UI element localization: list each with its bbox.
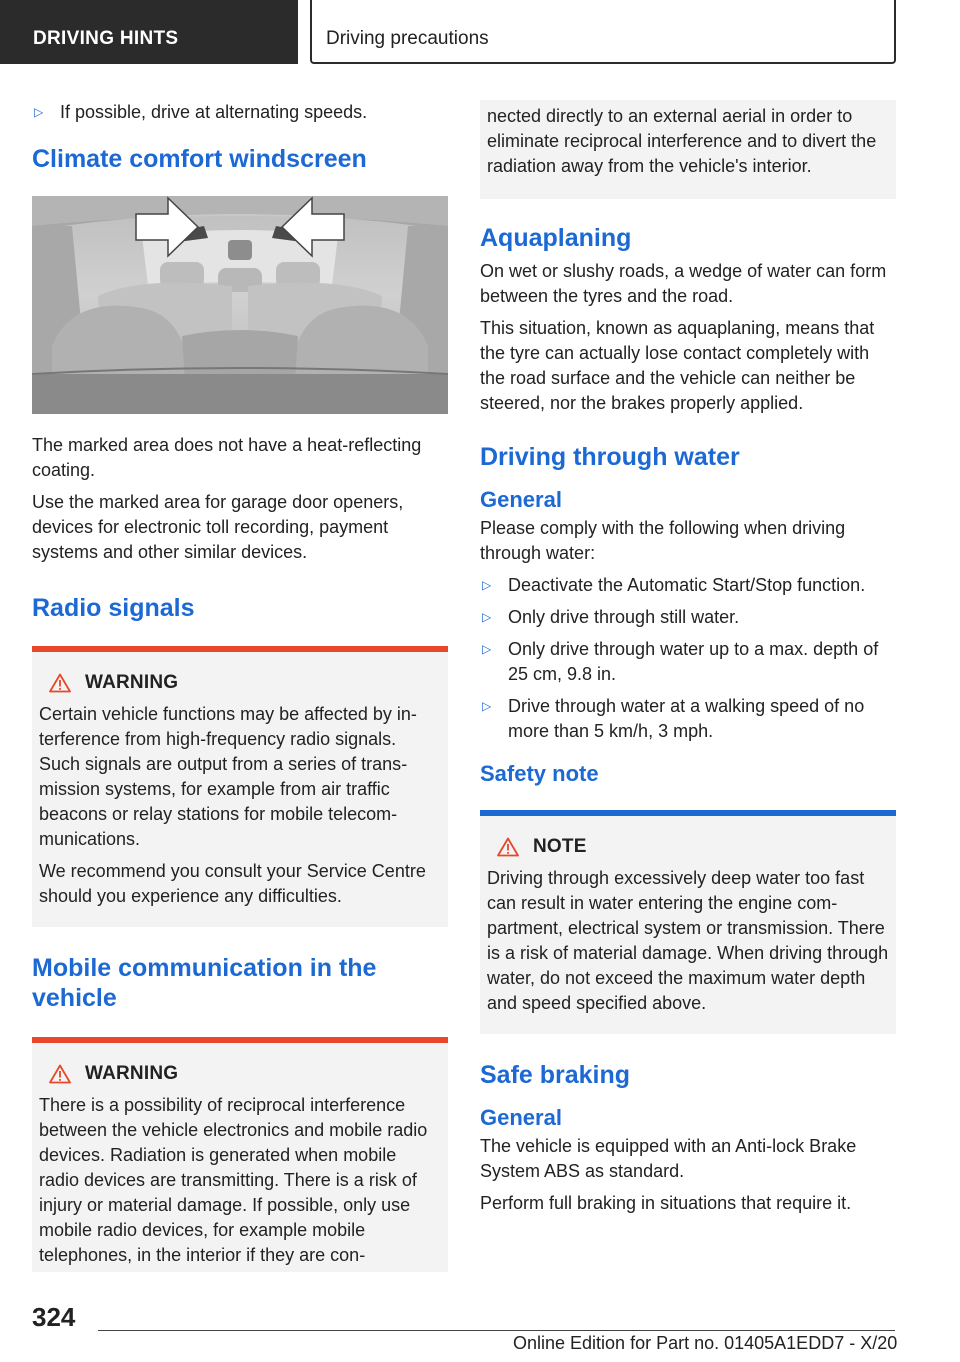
- paragraph: The vehicle is equipped with an Anti-lock Brake System ABS as standard.: [480, 1136, 857, 1181]
- chapter-title: Driving precautions: [326, 28, 489, 49]
- footer-divider: [98, 1330, 895, 1331]
- bullet-triangle-icon: ▷: [482, 610, 492, 624]
- paragraph: There is a possibility of reciprocal interference between the vehicle electronics and mobile radio devices. Radiation is generated when mobile radio devices are transmitting. There is a risk of injury or material damage. If possible, only use mobile radio devices, for example mobile telephones, in the interior if they are con-: [39, 1095, 428, 1265]
- footer-edition: Online Edition for Part no. 01405A1EDD7 - X/20: [513, 1333, 898, 1353]
- note-box-water: [480, 810, 896, 1034]
- heading-radio-signals: Radio signals: [32, 594, 195, 622]
- heading-driving-through-water: Driving through water: [480, 443, 740, 471]
- warning-title: WARNING: [85, 672, 179, 693]
- list-item: ▷ Deactivate the Automatic Start/Stop function.: [480, 573, 896, 598]
- bullet-triangle-icon: ▷: [482, 699, 492, 713]
- heading-safety-note: Safety note: [480, 761, 599, 786]
- subheading-general: General: [480, 487, 562, 512]
- paragraph: Driving through excessively deep water too fast can result in water entering the engine compartment, electrical system or transmission. There is a risk of material damage. When driving through water, do not exceed the maximum water depth and speed specified above.: [487, 868, 889, 1013]
- warning-box-continued: [480, 100, 896, 199]
- warning-box-radio: [32, 646, 448, 927]
- paragraph: The marked area does not have a heat-reflecting coating.: [32, 435, 422, 480]
- paragraph: This situation, known as aquaplaning, means that the tyre can actually lose contact completely with the road surface and the vehicle can neither be steered, nor the brakes properly applied.: [480, 318, 875, 413]
- chapter-tab: [310, 0, 896, 64]
- heading-climate-windscreen: Climate comfort windscreen: [32, 145, 367, 173]
- paragraph: We recommend you consult your Service Centre should you experience any difficulties.: [39, 861, 426, 906]
- note-triangle-icon: [497, 837, 519, 857]
- heading-aquaplaning: Aquaplaning: [480, 224, 632, 252]
- list-item: ▷ Only drive through still water.: [480, 605, 896, 630]
- paragraph: On wet or slushy roads, a wedge of water can form between the tyres and the road.: [480, 261, 887, 306]
- subheading-general: General: [480, 1105, 562, 1130]
- warning-title: WARNING: [85, 1063, 179, 1084]
- heading-mobile-communication: Mobile communication in the vehicle: [32, 954, 377, 1012]
- warning-box-mobile: [32, 1037, 448, 1272]
- list-item: ▷ Only drive through water up to a max. depth of 25 cm, 9.8 in.: [480, 637, 896, 687]
- page-number: 324: [32, 1302, 76, 1332]
- right-column: [480, 100, 896, 1223]
- bullet-triangle-icon: ▷: [482, 578, 492, 592]
- heading-safe-braking: Safe braking: [480, 1061, 631, 1089]
- windscreen-interior-image: [32, 196, 448, 414]
- bullet-triangle-icon: ▷: [482, 642, 492, 656]
- note-title: NOTE: [533, 836, 587, 857]
- list-item: ▷ If possible, drive at alternating speeds.: [32, 100, 448, 125]
- list-item: ▷ Drive through water at a walking speed of no more than 5 km/h, 3 mph.: [480, 694, 896, 744]
- paragraph: Use the marked area for garage door openers, devices for electronic toll recording, payment systems and other similar devices.: [32, 492, 404, 562]
- warning-triangle-icon: [49, 673, 71, 693]
- paragraph: Certain vehicle functions may be affected by interference from high-frequency radio signals. Such signals are output from a series of transmission systems, for example from air traffic beacons or relay stations for mobile telecommunications.: [39, 704, 417, 849]
- left-column: [32, 100, 448, 1272]
- bullet-triangle-icon: ▷: [34, 105, 44, 119]
- paragraph: Please comply with the following when driving through water:: [480, 518, 846, 563]
- paragraph: Perform full braking in situations that require it.: [480, 1193, 852, 1213]
- warning-triangle-icon: [49, 1064, 71, 1084]
- section-title: DRIVING HINTS: [33, 28, 179, 49]
- paragraph: nected directly to an external aerial in order to eliminate reciprocal interference and to divert the radiation away from the vehicle's interior.: [487, 106, 877, 176]
- section-tab: [0, 0, 298, 64]
